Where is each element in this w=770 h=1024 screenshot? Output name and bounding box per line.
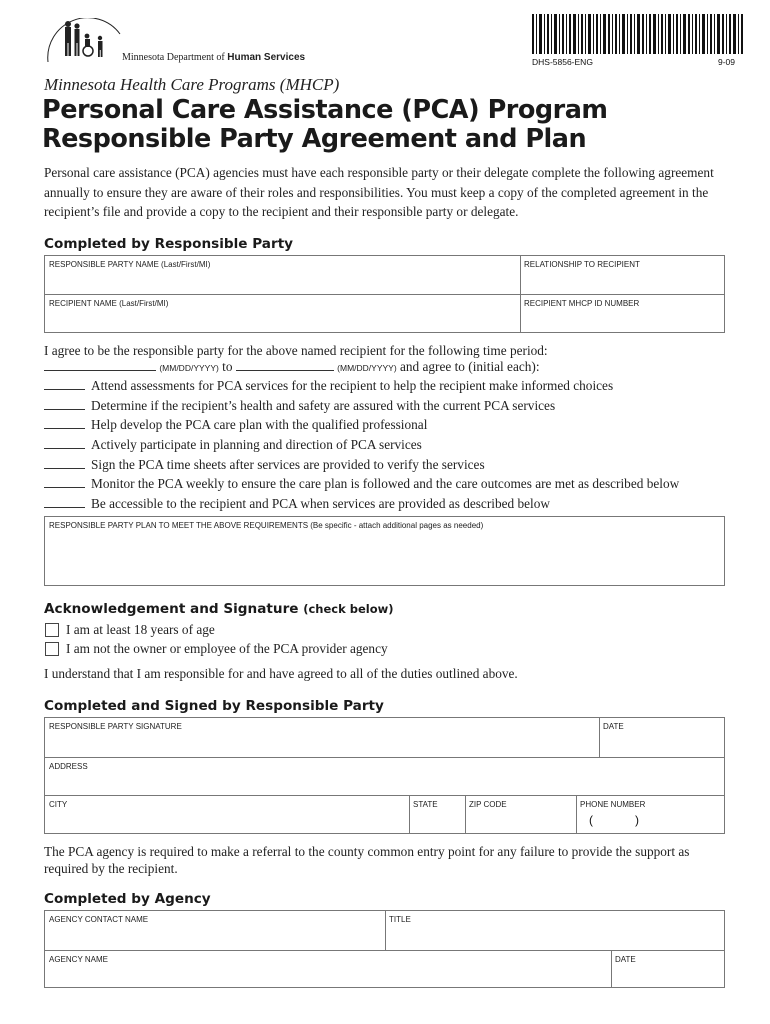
phone-close-paren: ): [635, 813, 639, 827]
intro-paragraph: Personal care assistance (PCA) agencies must have each responsible party or their delegate complete the following agreement annually to ensure they are aware of their roles and responsibilities. You must keep a copy of the completed agreement in the recipient’s file and provide a copy to the recipient and their responsible party or delegate.: [44, 165, 714, 219]
duty-text: Attend assessments for PCA services for the recipient to help the recipient make informed choices: [91, 378, 614, 393]
referral-note: The PCA agency is required to make a referral to the county common entry point for any failure to provide the support as required by the recipient.: [44, 844, 690, 876]
initial-blank[interactable]: [44, 457, 85, 469]
responsible-party-name-label: RESPONSIBLE PARTY NAME (Last/First/MI): [49, 260, 211, 269]
initial-blank[interactable]: [44, 417, 85, 429]
phone-field[interactable]: [577, 796, 724, 833]
duty-text: Help develop the PCA care plan with the qualified professional: [91, 417, 428, 432]
section-heading-responsible-party: Completed by Responsible Party: [44, 236, 294, 252]
responsible-party-name-field[interactable]: [45, 256, 520, 294]
recipient-name-label: RECIPIENT NAME (Last/First/MI): [49, 299, 169, 308]
start-date-blank[interactable]: [44, 359, 156, 371]
agency-title-field[interactable]: [386, 911, 724, 950]
agency-date-field[interactable]: [612, 951, 724, 987]
start-date-format: (MM/DD/YYYY): [159, 363, 219, 373]
agency-name: [122, 52, 305, 63]
initial-blank[interactable]: [44, 378, 85, 390]
agency-date-label: DATE: [615, 955, 636, 964]
duty-text: Be accessible to the recipient and PCA when services are provided as described below: [91, 496, 550, 511]
address-field[interactable]: [45, 758, 724, 795]
zip-field[interactable]: [466, 796, 576, 833]
duty-text: Actively participate in planning and direction of PCA services: [91, 437, 422, 452]
phone-label: PHONE NUMBER: [580, 800, 646, 809]
zip-label: ZIP CODE: [469, 800, 507, 809]
phone-open-paren: (: [589, 813, 593, 827]
duty-text: Determine if the recipient’s health and safety are assured with the current PCA services: [91, 398, 556, 413]
agency-name-label: AGENCY NAME: [49, 955, 108, 964]
duty-item: [44, 398, 555, 414]
initial-blank[interactable]: [44, 496, 85, 508]
city-label: CITY: [49, 800, 68, 809]
page-title: Personal Care Assistance (PCA) Program Responsible Party Agreement and Plan: [42, 95, 608, 154]
duty-item: [44, 457, 485, 473]
relationship-label: RELATIONSHIP TO RECIPIENT: [524, 260, 640, 269]
duty-item: [44, 437, 422, 453]
form-date: 9-09: [718, 57, 736, 67]
city-field[interactable]: [45, 796, 409, 833]
agency-contact-name-field[interactable]: [45, 911, 385, 950]
understand-statement: I understand that I am responsible for and have agreed to all of the duties outlined above.: [44, 666, 518, 681]
agreement-intro: I agree to be the responsible party for the above named recipient for the following time period:: [44, 343, 548, 358]
not-owner-checkbox[interactable]: [45, 642, 59, 656]
duty-text: Sign the PCA time sheets after services are provided to verify the services: [91, 457, 485, 472]
ack-heading-sub: (check below): [303, 602, 394, 616]
signature-date-label: DATE: [603, 722, 624, 731]
end-date-format: (MM/DD/YYYY): [337, 363, 397, 373]
address-label: ADDRESS: [49, 762, 88, 771]
section-heading-agency: Completed by Agency: [44, 891, 211, 907]
agency-contact-name-label: AGENCY CONTACT NAME: [49, 915, 149, 924]
responsible-party-plan-field[interactable]: [44, 516, 725, 586]
initial-blank[interactable]: [44, 398, 85, 410]
signature-label: RESPONSIBLE PARTY SIGNATURE: [49, 722, 182, 731]
time-period-line: [44, 359, 540, 375]
signature-field[interactable]: [45, 718, 599, 757]
duty-item: [44, 496, 550, 512]
duty-item: [44, 417, 427, 433]
agency-prefix: Minnesota Department of: [122, 52, 225, 63]
duty-item: [44, 378, 613, 394]
responsible-party-table: [44, 255, 725, 333]
signature-table: [44, 717, 725, 834]
section-heading-acknowledgement: [44, 601, 394, 617]
dhs-logo-icon: [44, 18, 124, 64]
ack-heading: Acknowledgement and Signature: [44, 601, 299, 617]
recipient-id-field[interactable]: [521, 295, 724, 332]
not-owner-check-label: I am not the owner or employee of the PCA provider agency: [66, 641, 388, 656]
relationship-field[interactable]: [521, 256, 724, 294]
initial-blank[interactable]: [44, 476, 85, 488]
initial-blank[interactable]: [44, 437, 85, 449]
duty-item: [44, 476, 679, 492]
section-heading-signed: Completed and Signed by Responsible Party: [44, 698, 384, 714]
signature-date-field[interactable]: [600, 718, 724, 757]
state-field[interactable]: [410, 796, 465, 833]
state-label: STATE: [413, 800, 438, 809]
barcode-icon: [532, 14, 745, 54]
agency-name-field[interactable]: [45, 951, 611, 987]
agency-table: [44, 910, 725, 988]
recipient-name-field[interactable]: [45, 295, 520, 332]
program-name: Minnesota Health Care Programs (MHCP): [44, 75, 340, 94]
duty-text: Monitor the PCA weekly to ensure the care plan is followed and the care outcomes are met as described below: [91, 476, 680, 491]
agency-bold: Human Services: [227, 52, 306, 63]
age-checkbox[interactable]: [45, 623, 59, 637]
end-date-blank[interactable]: [236, 359, 334, 371]
recipient-id-label: RECIPIENT MHCP ID NUMBER: [524, 299, 640, 308]
agency-title-label: TITLE: [389, 915, 411, 924]
form-number: DHS-5856-ENG: [532, 57, 593, 67]
to-word: to: [222, 359, 233, 374]
agree-initial-text: and agree to (initial each):: [399, 359, 540, 374]
age-check-label: I am at least 18 years of age: [66, 622, 215, 637]
plan-label: RESPONSIBLE PARTY PLAN TO MEET THE ABOVE REQUIREMENTS (Be specific - attach additional pages as needed): [49, 521, 484, 530]
